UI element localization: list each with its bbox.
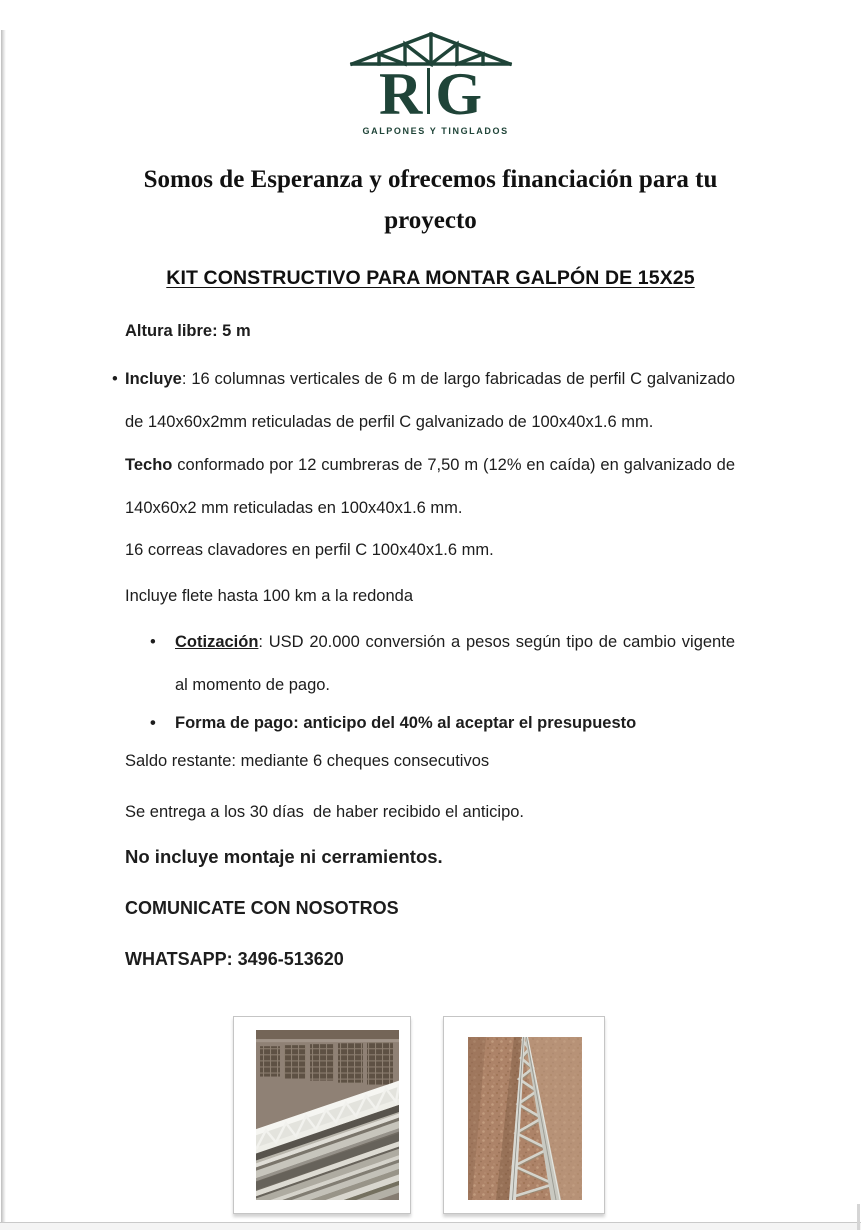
contact-heading: COMUNICATE CON NOSOTROS — [125, 897, 399, 918]
forma-pago-text: Forma de pago: anticipo del 40% al aceptar el presupuesto — [175, 714, 637, 733]
truss-ground-photo — [468, 1037, 582, 1200]
photo-frame-trusses-stacked — [233, 1016, 411, 1214]
scan-edge-left — [1, 30, 6, 1230]
spec-altura-libre: Altura libre: 5 m — [125, 322, 251, 340]
spec-forma-pago — [125, 707, 735, 740]
brand-logo — [346, 30, 516, 143]
kit-title: KIT CONSTRUCTIVO PARA MONTAR GALPÓN DE 15X25 — [166, 267, 695, 289]
bullet-icon: • — [112, 369, 118, 388]
bullet-icon: • — [150, 714, 156, 733]
spec-cotizacion — [125, 621, 735, 707]
roof-truss-icon — [349, 30, 513, 67]
techo-text: conformado por 12 cumbreras de 7,50 m (12% en caída) en galvanizado de 140x60x2 mm reticuladas en 100x40x1.6 mm. — [125, 455, 735, 517]
photo-frame-truss-ground — [443, 1016, 605, 1214]
whatsapp-number: WHATSAPP: 3496-513620 — [125, 948, 344, 969]
techo-label: Techo — [125, 455, 173, 474]
logo-letter-r: R — [378, 61, 423, 127]
scan-edge-bottom-fill — [0, 1223, 861, 1230]
page-headline — [0, 159, 861, 241]
logo-letter-g: G — [435, 61, 482, 127]
incluye-label: Incluye — [125, 369, 182, 388]
logo-monogram — [363, 61, 499, 127]
document-body — [0, 310, 861, 982]
scan-edge-right — [857, 1204, 860, 1230]
headline-line-2: proyecto — [384, 207, 477, 234]
spec-incluye — [112, 358, 735, 444]
spec-entrega: Se entrega a los 30 días de haber recibido el anticipo. — [125, 802, 525, 821]
spec-saldo: Saldo restante: mediante 6 cheques consecutivos — [125, 752, 490, 771]
logo-box — [355, 61, 509, 143]
cotizacion-text: : USD 20.000 conversión a pesos según tipo de cambio vigente al momento de pago. — [175, 633, 735, 695]
headline-line-1: Somos de Esperanza y ofrecemos financiación para tu — [143, 166, 718, 193]
spec-correas: 16 correas clavadores en perfil C 100x40x1.6 mm. — [125, 541, 494, 560]
cotizacion-label: Cotización — [175, 633, 259, 652]
spec-flete: Incluye flete hasta 100 km a la redonda — [125, 587, 414, 606]
bullet-icon: • — [150, 633, 156, 652]
spec-techo — [125, 444, 735, 530]
logo-tagline: GALPONES Y TINGLADOS — [362, 126, 509, 136]
incluye-text: : 16 columnas verticales de 6 m de largo fabricadas de perfil C galvanizado de 140x60x2mm reticuladas de perfil C galvanizado de 100x40x1.6 mm. — [125, 369, 735, 431]
logo-divider — [427, 68, 430, 114]
note-no-incluye: No incluye montaje ni cerramientos. — [125, 845, 443, 867]
truss-stack-photo — [256, 1030, 399, 1200]
